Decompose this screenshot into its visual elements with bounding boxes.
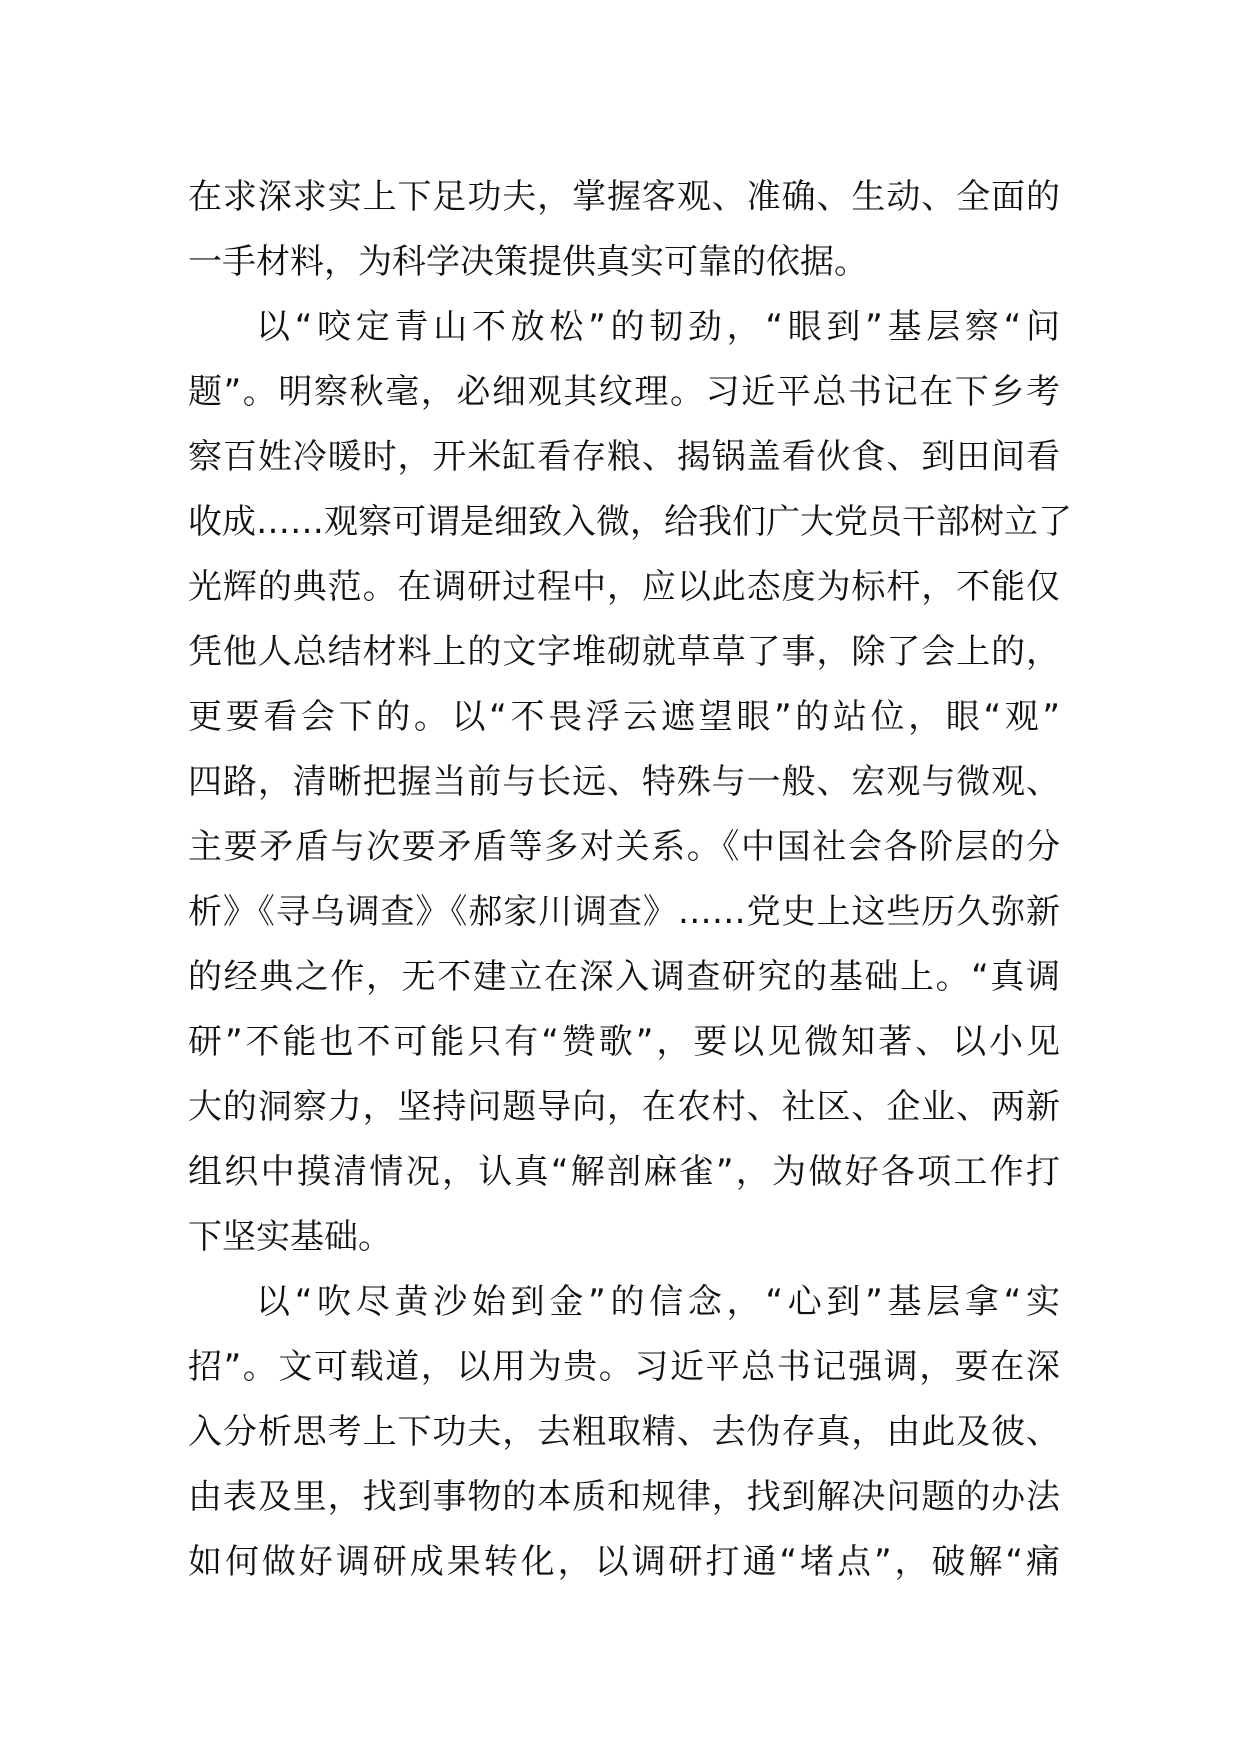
text-line: 题”。明察秋毫，必细观其纹理。习近平总书记在下乡考 xyxy=(188,372,1060,412)
text-line: 由表及里，找到事物的本质和规律，找到解决问题的办法 xyxy=(188,1477,1060,1517)
text-line: 一手材料，为科学决策提供真实可靠的依据。 xyxy=(188,242,868,282)
text-line: 更要看会下的。以“不畏浮云遮望眼”的站位，眼“观” xyxy=(188,697,1060,737)
text-line: 主要矛盾与次要矛盾等多对关系。《中国社会各阶层的分 xyxy=(188,827,1060,867)
text-line: 如何做好调研成果转化，以调研打通“堵点”，破解“痛 xyxy=(188,1542,1060,1582)
text-line: 在求深求实上下足功夫，掌握客观、准确、生动、全面的 xyxy=(188,177,1060,217)
text-line: 研”不能也不可能只有“赞歌”，要以见微知著、以小见 xyxy=(188,1022,1060,1062)
text-line: 收成……观察可谓是细致入微，给我们广大党员干部树立了 xyxy=(188,502,1072,542)
text-line: 以“咬定青山不放松”的韧劲，“眼到”基层察“问 xyxy=(256,307,1060,347)
text-line: 组织中摸清情况，认真“解剖麻雀”，为做好各项工作打 xyxy=(188,1152,1060,1192)
text-line: 凭他人总结材料上的文字堆砌就草草了事，除了会上的， xyxy=(188,632,1060,672)
text-line: 光辉的典范。在调研过程中，应以此态度为标杆，不能仅 xyxy=(188,567,1060,607)
body-text xyxy=(188,165,1072,1595)
text-line: 的经典之作，无不建立在深入调查研究的基础上。“真调 xyxy=(188,957,1060,997)
text-line: 以“吹尽黄沙始到金”的信念，“心到”基层拿“实 xyxy=(256,1282,1060,1322)
text-line: 大的洞察力，坚持问题导向，在农村、社区、企业、两新 xyxy=(188,1087,1060,1127)
text-line: 下坚实基础。 xyxy=(188,1217,392,1257)
text-line: 入分析思考上下功夫，去粗取精、去伪存真，由此及彼、 xyxy=(188,1412,1060,1452)
text-line: 四路，清晰把握当前与长远、特殊与一般、宏观与微观、 xyxy=(188,762,1060,802)
text-line: 析》《寻乌调查》《郝家川调查》……党史上这些历久弥新 xyxy=(188,892,1060,932)
text-line: 招”。文可载道，以用为贵。习近平总书记强调，要在深 xyxy=(188,1347,1060,1387)
text-line: 察百姓冷暖时，开米缸看存粮、揭锅盖看伙食、到田间看 xyxy=(188,437,1060,477)
